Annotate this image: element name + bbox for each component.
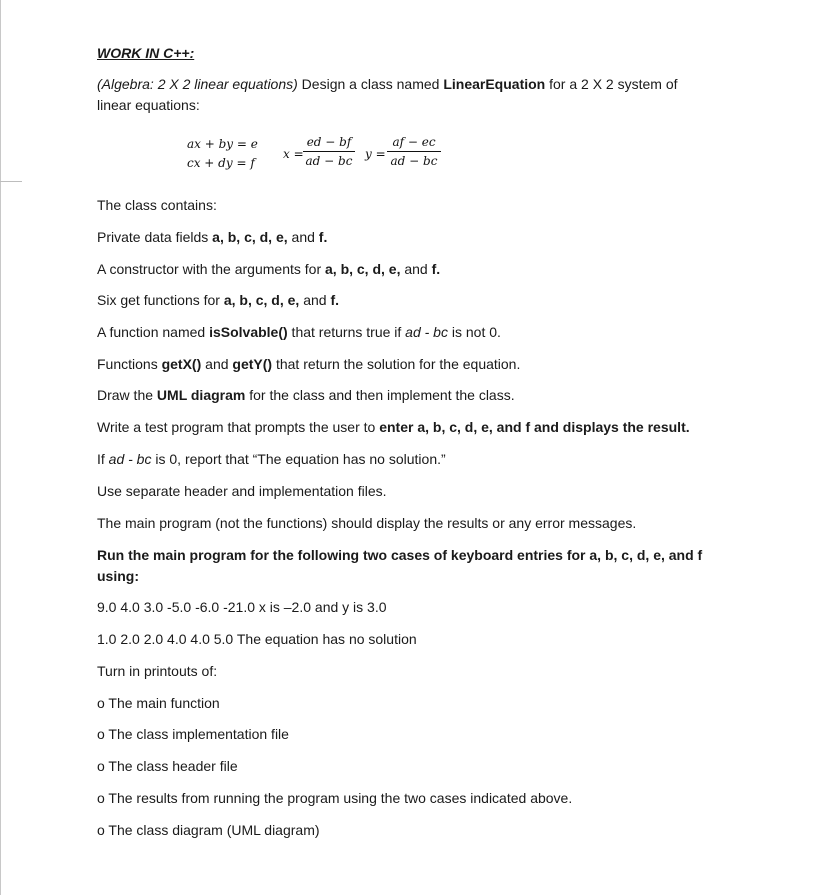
y-numerator: af − ec bbox=[392, 135, 436, 149]
turn-in-heading: Turn in printouts of: bbox=[97, 663, 218, 679]
intro-paragraph bbox=[97, 74, 707, 116]
text-span: Draw the bbox=[97, 387, 157, 403]
equation-1: ax + by = e bbox=[187, 137, 258, 151]
class-contains-text: The class contains: bbox=[97, 197, 217, 213]
bold-span: f. bbox=[318, 229, 328, 245]
x-equals: x = bbox=[283, 147, 304, 161]
separate-files-line: Use separate header and implementation files. bbox=[97, 483, 387, 499]
text-span: and bbox=[201, 356, 233, 372]
bold-span: a, b, c, d, e, bbox=[223, 292, 300, 308]
text-span: that return the solution for the equation. bbox=[272, 356, 521, 372]
text-span: A constructor with the arguments for bbox=[97, 261, 325, 277]
turn-in-item: o The results from running the program using the two cases indicated above. bbox=[97, 790, 573, 806]
text-span: If bbox=[97, 451, 109, 467]
bold-span: a, b, c, d, e, bbox=[212, 229, 288, 245]
decorative-rule bbox=[0, 181, 22, 182]
text-span: that returns true if bbox=[287, 324, 406, 340]
get-functions-line bbox=[97, 291, 339, 309]
get-xy-line bbox=[97, 355, 520, 373]
x-denominator: ad − bc bbox=[305, 154, 353, 168]
bold-span: isSolvable() bbox=[209, 324, 288, 340]
bold-span: getX() bbox=[161, 356, 202, 372]
bold-span: a, b, c, d, e, bbox=[325, 261, 401, 277]
bold-span: f. bbox=[330, 292, 340, 308]
intro-text-b: for a 2 X 2 system of linear equations: bbox=[97, 76, 678, 113]
equation-block bbox=[187, 130, 547, 180]
run-cases-line-2 bbox=[97, 567, 139, 585]
page-heading: WORK IN C++: bbox=[97, 45, 195, 61]
bold-span: using: bbox=[97, 568, 139, 584]
x-numerator: ed − bf bbox=[306, 135, 352, 149]
test-case-1: 9.0 4.0 3.0 -5.0 -6.0 -21.0 x is –2.0 and y is 3.0 bbox=[97, 599, 387, 615]
no-solution-line bbox=[97, 450, 446, 468]
page-left-border bbox=[0, 0, 1, 895]
text-span: Private data fields bbox=[97, 229, 213, 245]
intro-text-a: Design a class named bbox=[297, 76, 444, 92]
is-solvable-line bbox=[97, 323, 501, 341]
private-fields-line bbox=[97, 228, 327, 246]
text-span: Functions bbox=[97, 356, 162, 372]
turn-in-item: o The class diagram (UML diagram) bbox=[97, 822, 320, 838]
text-span: and bbox=[400, 261, 432, 277]
uml-line bbox=[97, 386, 515, 404]
bold-span: getY() bbox=[232, 356, 273, 372]
test-program-line bbox=[97, 418, 690, 436]
bold-span: UML diagram bbox=[156, 387, 246, 403]
y-fraction bbox=[387, 135, 441, 168]
text-span: and bbox=[299, 292, 331, 308]
test-case-2: 1.0 2.0 2.0 4.0 4.0 5.0 The equation has no solution bbox=[97, 631, 417, 647]
bold-span: Run the main program for the following two cases of keyboard entries for a, b, c, d, e, and f bbox=[97, 547, 703, 563]
text-span: Six get functions for bbox=[97, 292, 224, 308]
turn-in-item: o The class header file bbox=[97, 758, 238, 774]
italic-span: ad - bc bbox=[108, 451, 152, 467]
main-program-line: The main program (not the functions) should display the results or any error messages. bbox=[97, 515, 637, 531]
y-equals: y = bbox=[365, 147, 386, 161]
text-span: and bbox=[287, 229, 319, 245]
text-span: for the class and then implement the class. bbox=[245, 387, 515, 403]
bold-span: enter a, b, c, d, e, and f and displays the result. bbox=[379, 419, 690, 435]
text-span: Write a test program that prompts the user to bbox=[97, 419, 380, 435]
run-cases-line-1 bbox=[97, 546, 702, 564]
class-name: LinearEquation bbox=[443, 76, 546, 92]
turn-in-item: o The class implementation file bbox=[97, 726, 289, 742]
y-denominator: ad − bc bbox=[390, 154, 438, 168]
bold-span: f. bbox=[431, 261, 441, 277]
turn-in-item: o The main function bbox=[97, 695, 220, 711]
text-span: is not 0. bbox=[447, 324, 501, 340]
text-span: A function named bbox=[97, 324, 210, 340]
equation-2: cx + dy = f bbox=[187, 156, 255, 170]
text-span: is 0, report that “The equation has no solution.” bbox=[151, 451, 446, 467]
x-fraction bbox=[303, 135, 355, 168]
italic-span: ad - bc bbox=[405, 324, 448, 340]
intro-italic-prefix: (Algebra: 2 X 2 linear equations) bbox=[97, 76, 298, 92]
constructor-line bbox=[97, 260, 440, 278]
